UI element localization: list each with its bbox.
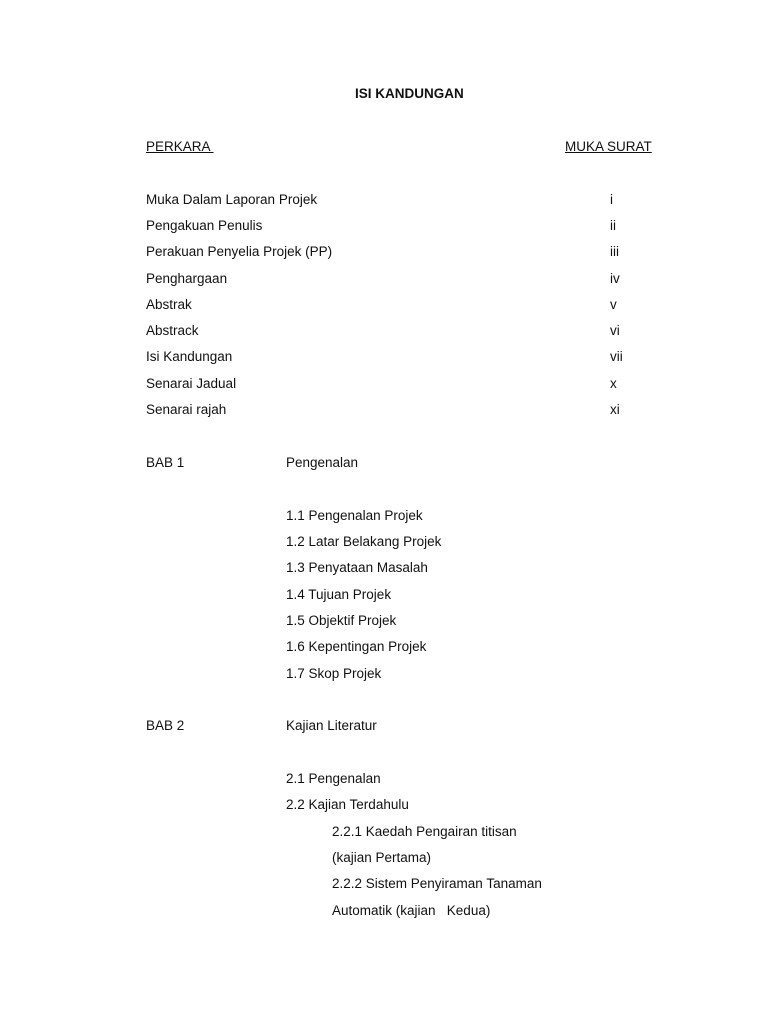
toc-entry-page: vii (610, 349, 623, 364)
toc-entry-page: x (610, 376, 617, 391)
toc-entry-label: Abstrak (146, 297, 192, 312)
toc-entry-page: vi (610, 323, 620, 338)
toc-entry-page: i (610, 192, 613, 207)
toc-entry-page: iii (610, 244, 619, 259)
toc-entry-label: Isi Kandungan (146, 349, 233, 364)
section-entry: 1.2 Latar Belakang Projek (286, 534, 442, 549)
chapter-label: BAB 2 (146, 718, 185, 733)
header-muka-surat: MUKA SURAT (565, 139, 652, 154)
toc-entry-label: Pengakuan Penulis (146, 218, 263, 233)
subsection-entry: Automatik (kajian Kedua) (332, 903, 491, 918)
page-title: ISI KANDUNGAN (355, 86, 464, 101)
section-entry: 2.2 Kajian Terdahulu (286, 797, 409, 812)
section-entry: 1.1 Pengenalan Projek (286, 508, 423, 523)
toc-entry-page: xi (610, 402, 620, 417)
chapter-title: Kajian Literatur (286, 718, 377, 733)
toc-entry-label: Penghargaan (146, 271, 228, 286)
subsection-entry: 2.2.1 Kaedah Pengairan titisan (332, 824, 517, 839)
section-entry: 1.5 Objektif Projek (286, 613, 397, 628)
section-entry: 1.4 Tujuan Projek (286, 587, 392, 602)
toc-entry-label: Senarai rajah (146, 402, 227, 417)
toc-entry-label: Muka Dalam Laporan Projek (146, 192, 318, 207)
subsection-entry: (kajian Pertama) (332, 850, 432, 865)
toc-entry-label: Perakuan Penyelia Projek (PP) (146, 244, 333, 259)
toc-entry-page: ii (610, 218, 616, 233)
toc-entry-page: v (610, 297, 617, 312)
subsection-entry: 2.2.2 Sistem Penyiraman Tanaman (332, 876, 542, 891)
section-entry: 1.7 Skop Projek (286, 666, 382, 681)
toc-entry-label: Senarai Jadual (146, 376, 237, 391)
header-perkara: PERKARA (146, 139, 214, 154)
section-entry: 1.6 Kepentingan Projek (286, 639, 427, 654)
section-entry: 1.3 Penyataan Masalah (286, 560, 428, 575)
toc-entry-page: iv (610, 271, 620, 286)
chapter-title: Pengenalan (286, 455, 359, 470)
toc-entry-label: Abstrack (146, 323, 199, 338)
chapter-label: BAB 1 (146, 455, 185, 470)
section-entry: 2.1 Pengenalan (286, 771, 381, 786)
